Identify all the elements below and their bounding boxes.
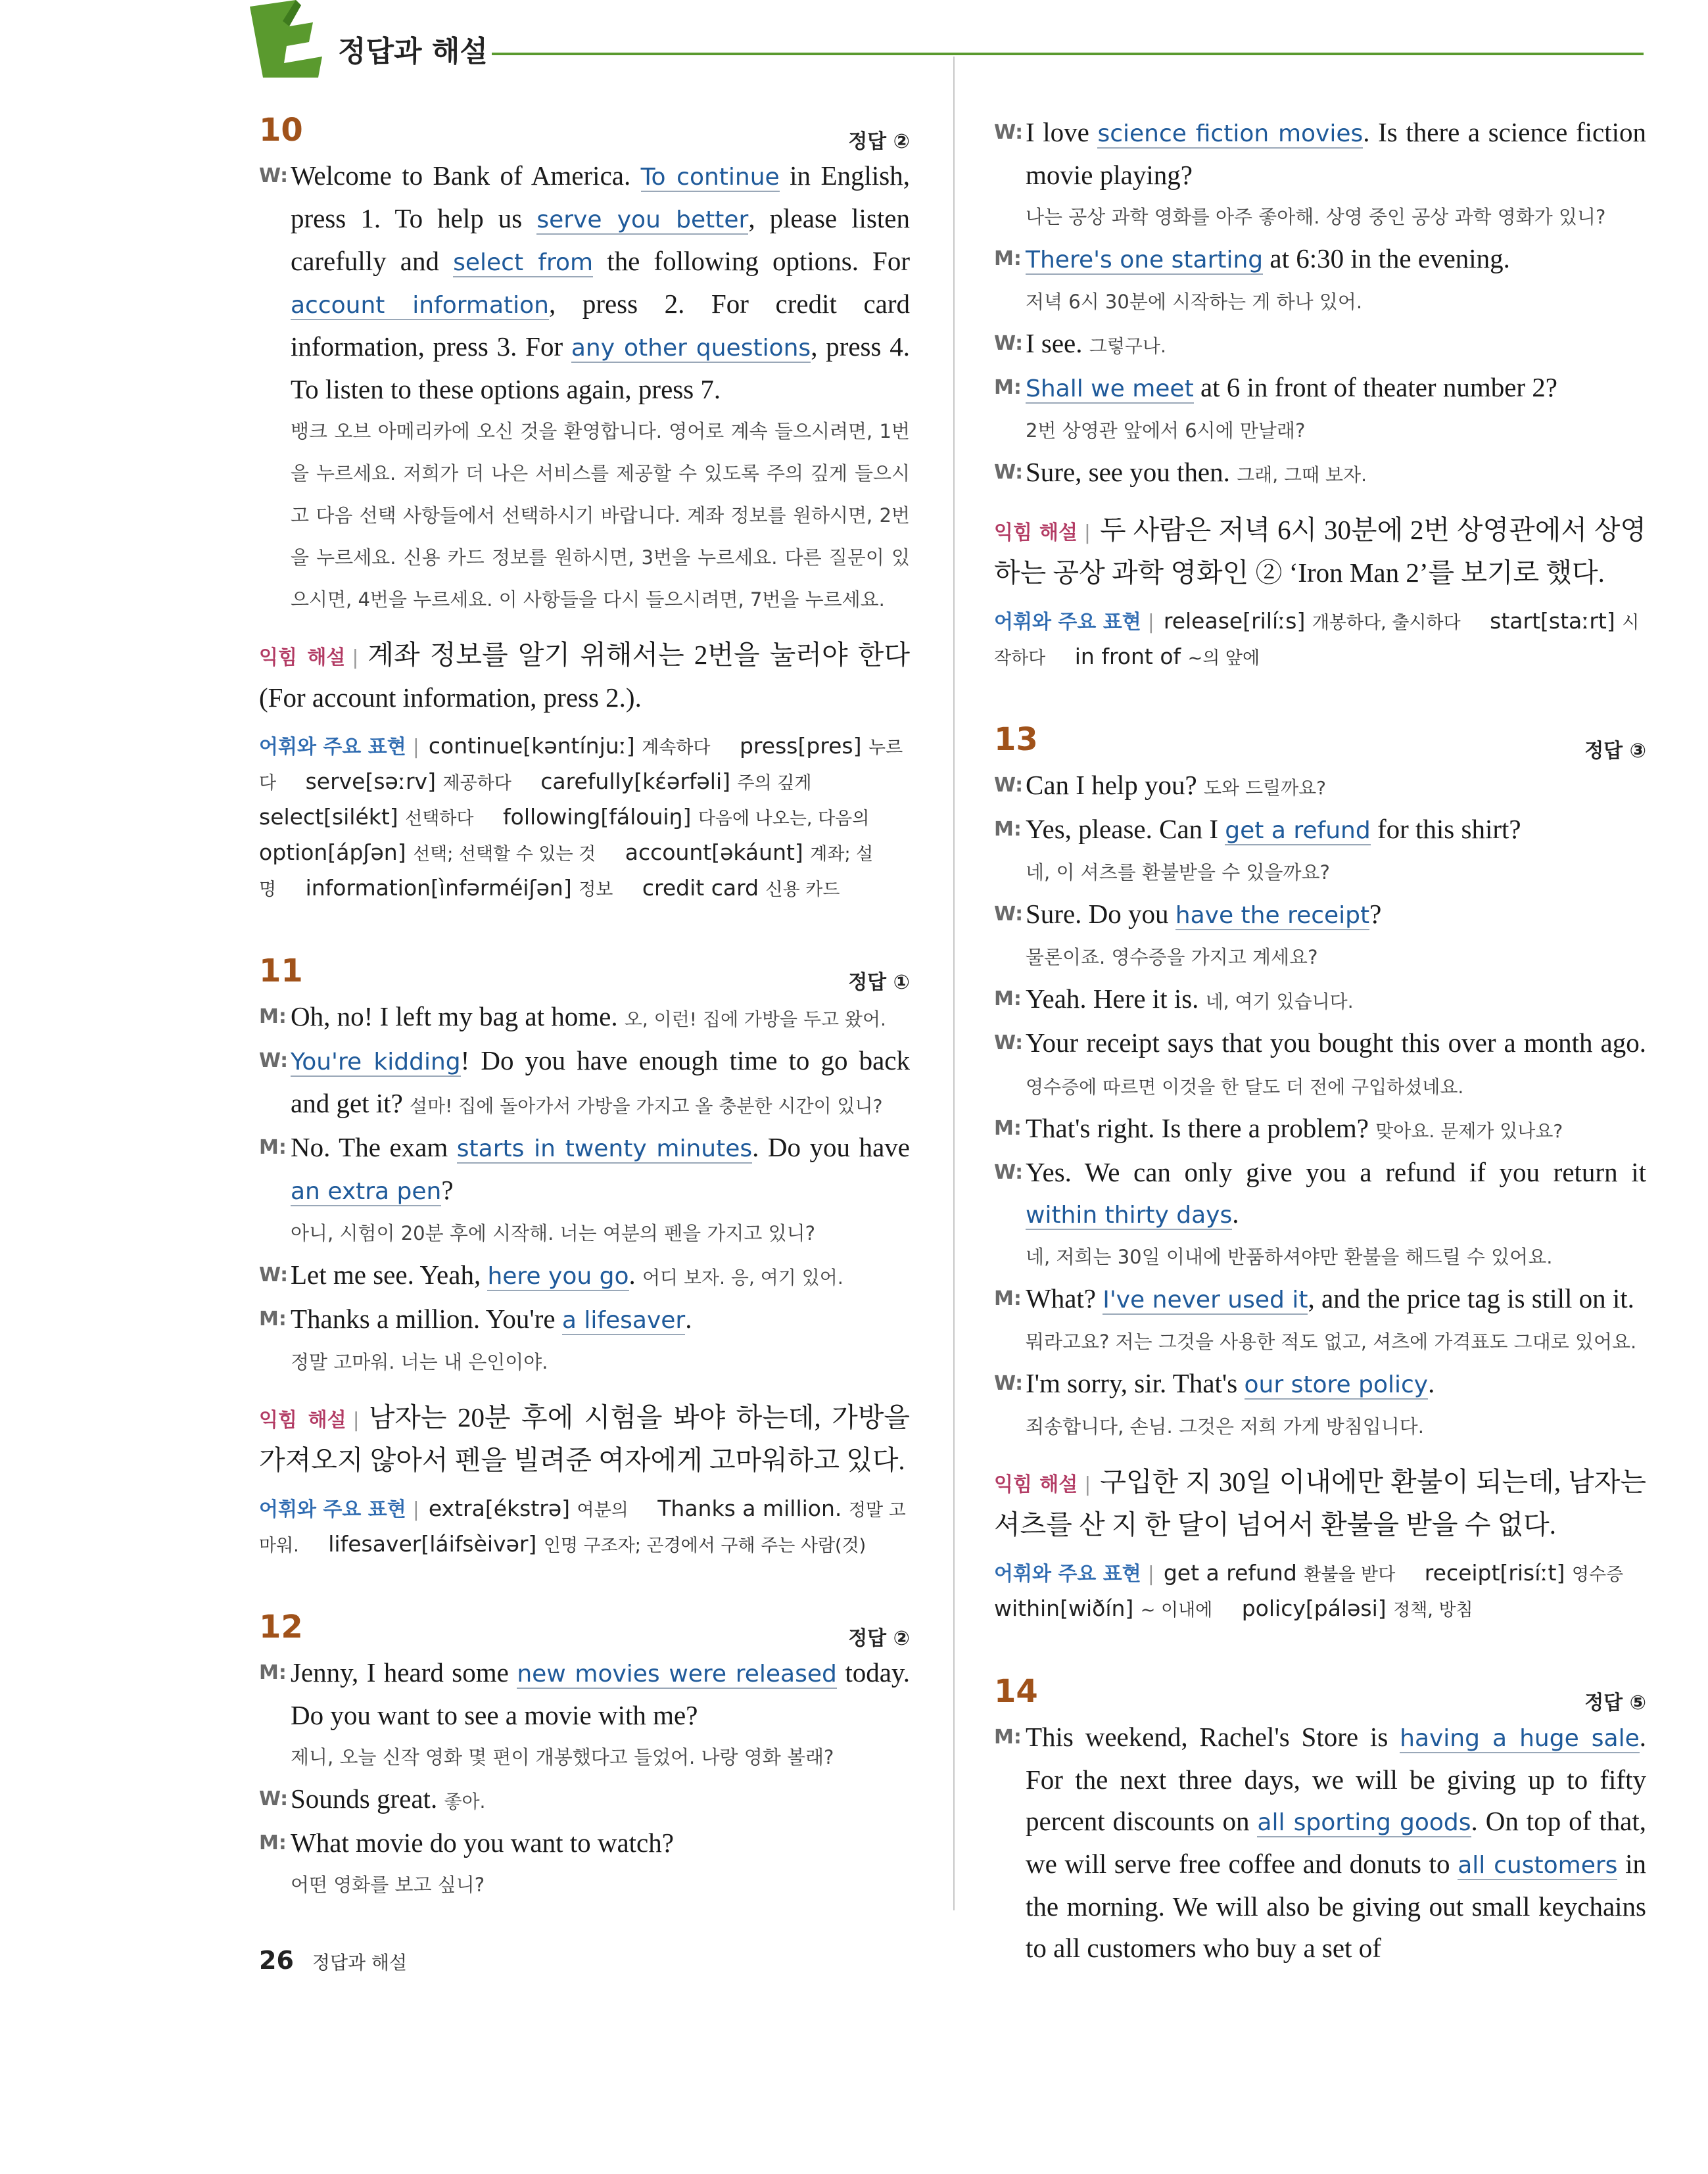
- question-section: [994, 112, 1646, 675]
- dictation-blank: select from: [453, 249, 594, 276]
- dialogue-line: [994, 978, 1646, 1022]
- inline-translation: 오, 이런! 집에 가방을 두고 왔어.: [624, 1008, 886, 1030]
- speaker-label: M:: [994, 1726, 1022, 1749]
- dictation-blank: You're kidding: [291, 1049, 461, 1075]
- inline-translation: 도와 드릴까요?: [1203, 777, 1327, 799]
- vocab-meaning: 제공하다: [442, 773, 511, 793]
- speaker-label: W:: [994, 332, 1024, 355]
- vocab-item: [540, 768, 811, 794]
- question-section: [259, 953, 910, 1563]
- vocab-item: [328, 1531, 866, 1557]
- script-text: Your receipt says that you bought this over a month ago.: [1026, 1028, 1646, 1058]
- script-text: Welcome to Bank of America.: [291, 160, 641, 191]
- question-number: 10: [259, 112, 303, 149]
- translation: 2번 상영관 앞에서 6시에 만날래?: [1026, 419, 1306, 442]
- explanation-text: 계좌 정보를 알기 위해서는 2번을 눌러야 한다(For account information, press 2.).: [259, 640, 910, 713]
- script-text: Can I help you?: [1026, 770, 1204, 800]
- script-text: Thanks a million. You're: [291, 1304, 562, 1334]
- translation: 저녁 6시 30분에 시작하는 게 하나 있어.: [1026, 291, 1363, 313]
- script-text: . On top of that, we will serve free coffee and donuts to: [1026, 1806, 1647, 1879]
- separator: |: [1084, 1473, 1091, 1496]
- dictation-blank: There's one starting: [1026, 247, 1264, 273]
- script-text: at 6 in front of theater number 2?: [1193, 372, 1558, 402]
- vocab-meaning: 여분의: [577, 1500, 629, 1521]
- explanation: [259, 635, 910, 717]
- vocab-meaning: 정말 고마워.: [259, 1500, 906, 1556]
- speaker-label: W:: [994, 1161, 1024, 1184]
- inline-translation: 맞아요. 문제가 있나요?: [1375, 1120, 1563, 1142]
- answer-label: 정답 ⑤: [1584, 1691, 1646, 1714]
- vocab-item: [1425, 1560, 1623, 1586]
- dictation-blank: have the receipt: [1175, 902, 1370, 929]
- vocab-meaning: ~ 이내에: [1140, 1600, 1213, 1620]
- vocab-word: release[rilíːs]: [1163, 608, 1306, 634]
- dictation-blank: account information: [291, 292, 549, 319]
- dictation-blank: having a huge sale: [1400, 1725, 1640, 1752]
- vocab-meaning: 선택; 선택할 수 있는 것: [413, 844, 596, 864]
- question-section: [259, 112, 910, 907]
- vocab-meaning: ~의 앞에: [1187, 648, 1260, 669]
- inline-translation: 그래, 그때 보자.: [1237, 464, 1367, 486]
- vocab-word: policy[páləsi]: [1241, 1595, 1387, 1621]
- script-text: today. Do you want to see a movie with me?: [291, 1657, 910, 1730]
- dialogue-line: [994, 452, 1646, 496]
- vocab-meaning: 누르다: [259, 738, 903, 793]
- speaker-label: M:: [994, 818, 1022, 841]
- translation: 아니, 시험이 20분 후에 시작해. 너는 여분의 펜을 가지고 있니?: [291, 1222, 816, 1244]
- script-text: What?: [1026, 1283, 1103, 1313]
- script-text: What movie do you want to watch?: [291, 1828, 674, 1858]
- translation: 어떤 영화를 보고 싶니?: [291, 1874, 485, 1896]
- vocab-item: [1242, 1595, 1473, 1621]
- dialogue-line: [994, 323, 1646, 367]
- script-text: in English, press 1. To help us: [291, 160, 910, 233]
- dictation-blank: To continue: [640, 164, 780, 191]
- section-spacer: [259, 1563, 910, 1609]
- vocab-meaning: 인명 구조자; 곤경에서 구해 주는 사람(것): [543, 1536, 866, 1556]
- vocab-item: [259, 804, 474, 830]
- vocab-meaning: 계좌; 설명: [259, 844, 874, 900]
- speaker-label: W:: [994, 1031, 1024, 1054]
- translation: 정말 고마워. 너는 내 은인이야.: [291, 1351, 548, 1373]
- vocab-item: [503, 804, 869, 830]
- speaker-label: M:: [994, 1117, 1022, 1140]
- vocab-label: 어휘와 주요 표현: [994, 611, 1141, 634]
- speaker-label: W:: [259, 1264, 289, 1287]
- script-text: This weekend, Rachel's Store is: [1026, 1722, 1400, 1752]
- dialogue-line: [994, 893, 1646, 936]
- page-footer: [259, 1946, 407, 1975]
- vocab-word: information[ìnfərméiʃən]: [305, 875, 572, 901]
- vocab-item: [306, 768, 511, 794]
- inline-translation: 설마! 집에 돌아가서 가방을 가지고 올 충분한 시간이 있니?: [410, 1095, 883, 1117]
- vocab-block: [259, 729, 910, 907]
- dialogue-line: [994, 1716, 1646, 1969]
- right-column: [994, 112, 1646, 1969]
- dictation-blank: science fiction movies: [1097, 120, 1364, 147]
- script-text: .: [1428, 1368, 1435, 1398]
- vocab-label: 어휘와 주요 표현: [259, 1498, 406, 1521]
- dialogue-line: [259, 1298, 910, 1341]
- answer-label: 정답 ②: [848, 130, 910, 153]
- vocab-item: [429, 733, 711, 759]
- inline-translation: 좋아.: [444, 1791, 486, 1812]
- speaker-label: W:: [994, 461, 1024, 484]
- dialogue-line: [994, 112, 1646, 196]
- speaker-label: M:: [259, 1831, 287, 1855]
- speaker-label: W:: [259, 1049, 289, 1072]
- speaker-label: M:: [994, 376, 1022, 399]
- section-header: [259, 112, 910, 155]
- script-text: , please listen carefully and: [291, 203, 910, 276]
- vocab-word: within[wiðín]: [994, 1595, 1134, 1621]
- speaker-label: W:: [994, 121, 1024, 144]
- script-text: in the morning. We will also be giving out small keychains to all customers who buy a set of: [1026, 1849, 1646, 1963]
- page-header-title: 정답과 해설: [338, 35, 488, 68]
- separator: |: [1147, 611, 1154, 634]
- vocab-word: serve[səːrv]: [305, 768, 436, 794]
- dictation-blank: a lifesaver: [561, 1307, 686, 1334]
- script-text: . Do you have: [752, 1132, 910, 1162]
- script-text: ?: [1369, 899, 1382, 929]
- vocab-word: carefully[kέərfəli]: [540, 768, 731, 794]
- script-text: the following options. For: [593, 246, 911, 276]
- vocab-item: [306, 875, 613, 901]
- vocab-meaning: 개봉하다, 출시하다: [1312, 613, 1461, 633]
- question-number: 14: [994, 1673, 1038, 1710]
- answer-label: 정답 ②: [848, 1627, 910, 1650]
- explanation-text: 남자는 20분 후에 시험을 봐야 하는데, 가방을 가져오지 않아서 펜을 빌려준 여자에게 고마워하고 있다.: [259, 1402, 910, 1475]
- dictation-blank: Shall we meet: [1026, 375, 1194, 402]
- column-divider: [953, 57, 955, 1910]
- question-number: 11: [259, 953, 303, 989]
- header-rule: [492, 53, 1644, 55]
- separator: |: [412, 736, 419, 759]
- question-number: 13: [994, 721, 1038, 758]
- vocab-word: extra[ékstrə]: [428, 1496, 571, 1521]
- vocab-word: continue[kəntínjuː]: [428, 733, 635, 759]
- dialogue-line: [259, 1127, 910, 1212]
- dialogue-line: [259, 1652, 910, 1736]
- dictation-blank: starts in twenty minutes: [456, 1135, 753, 1162]
- explanation: [994, 510, 1646, 592]
- vocab-item: [429, 1496, 629, 1521]
- vocab-block: [994, 604, 1646, 675]
- explanation-label: 익힘 해설: [259, 646, 346, 669]
- speaker-label: W:: [994, 1372, 1024, 1395]
- speaker-label: W:: [994, 903, 1024, 926]
- page-number: 26: [259, 1946, 294, 1975]
- vocab-word: start[staːrt]: [1490, 608, 1615, 634]
- script-text: Yeah. Here it is.: [1026, 983, 1206, 1014]
- translation: 죄송합니다, 손님. 그것은 저희 가게 방침입니다.: [1026, 1415, 1425, 1438]
- dialogue-line: [994, 1152, 1646, 1236]
- translation: 네, 저희는 30일 이내에 반품하셔야만 환불을 해드릴 수 있어요.: [1026, 1246, 1553, 1268]
- separator: |: [1083, 521, 1091, 544]
- vocab-meaning: 다음에 나오는, 다음의: [698, 809, 870, 829]
- translation: 네, 이 셔츠를 환불받을 수 있을까요?: [1026, 861, 1330, 884]
- speaker-label: M:: [259, 1308, 287, 1331]
- vocab-word: select[silékt]: [259, 804, 398, 830]
- separator: |: [352, 1409, 360, 1432]
- chapter-logo: [250, 0, 329, 79]
- inline-translation: 네, 여기 있습니다.: [1205, 991, 1354, 1012]
- vocab-meaning: 환불을 받다: [1304, 1565, 1396, 1585]
- vocab-item: [994, 1595, 1212, 1621]
- vocab-label: 어휘와 주요 표현: [994, 1563, 1141, 1586]
- speaker-label: W:: [259, 164, 289, 187]
- section-header: [994, 1673, 1646, 1716]
- vocab-item: [642, 875, 840, 901]
- speaker-label: M:: [259, 1005, 287, 1028]
- dialogue-line: [259, 996, 910, 1040]
- vocab-block: [259, 1492, 910, 1563]
- question-number: 12: [259, 1609, 303, 1645]
- translation: 뱅크 오브 아메리카에 오신 것을 환영합니다. 영어로 계속 들으시려면, 1번을 누르세요. 저희가 더 나은 서비스를 제공할 수 있도록 주의 깊게 들으시고 다음 선택 사항들에서 선택하시기 바랍니다. 계좌 정보를 원하시면, 2번을 누르세요. 신용 카드 정보를 원하시면, 3번을 누르세요. 다른 질문이 있으시면, 4번을 누르세요. 이 사항들을 다시 들으시려면, 7번을 누르세요.: [291, 420, 910, 611]
- script-text: Jenny, I heard some: [291, 1657, 517, 1688]
- dictation-blank: serve you better: [536, 206, 749, 233]
- script-text: , press 2. For credit card information, press 3. For: [291, 289, 910, 362]
- answer-label: 정답 ①: [848, 971, 910, 994]
- vocab-meaning: 영수증: [1571, 1565, 1624, 1585]
- question-section: [259, 1609, 910, 1906]
- section-header: [259, 1609, 910, 1652]
- vocab-word: option[ápʃən]: [259, 839, 406, 865]
- script-text: .: [1232, 1198, 1239, 1229]
- speaker-label: M:: [994, 987, 1022, 1010]
- dialogue-line: [994, 1022, 1646, 1108]
- vocab-label: 어휘와 주요 표현: [259, 736, 406, 759]
- vocab-meaning: 계속하다: [642, 738, 711, 758]
- script-text: Oh, no! I left my bag at home.: [291, 1001, 625, 1031]
- script-text: That's right. Is there a problem?: [1026, 1113, 1376, 1143]
- dialogue-line: [994, 367, 1646, 410]
- dialogue-line: [259, 1822, 910, 1864]
- script-text: .: [629, 1260, 642, 1290]
- explanation-text: 구입한 지 30일 이내에만 환불이 되는데, 남자는 셔츠를 산 지 한 달이 넘어서 환불을 받을 수 없다.: [994, 1467, 1646, 1540]
- explanation: [259, 1398, 910, 1480]
- dictation-blank: within thirty days: [1026, 1202, 1233, 1229]
- dictation-blank: new movies were released: [517, 1661, 837, 1688]
- script-text: ! Do you have enough time to go back and get it?: [291, 1045, 911, 1118]
- translation: 제니, 오늘 신작 영화 몇 편이 개봉했다고 들었어. 나랑 영화 볼래?: [291, 1746, 834, 1768]
- vocab-block: [994, 1556, 1646, 1627]
- separator: |: [1147, 1563, 1154, 1586]
- script-text: . For the next three days, we will be giving up to fifty percent discounts on: [1026, 1722, 1646, 1836]
- script-text: , press 4. To listen to these options again, press 7.: [291, 331, 910, 404]
- speaker-label: M:: [994, 1287, 1022, 1310]
- explanation-label: 익힘 해설: [994, 521, 1078, 544]
- vocab-word: account[əkáunt]: [625, 839, 803, 865]
- vocab-meaning: 시작하다: [994, 613, 1640, 669]
- speaker-label: W:: [259, 1787, 289, 1810]
- script-text: , and the price tag is still on it.: [1308, 1283, 1634, 1313]
- dialogue-line: [994, 1278, 1646, 1321]
- vocab-word: receipt[risíːt]: [1424, 1560, 1565, 1586]
- speaker-label: M:: [259, 1136, 287, 1159]
- vocab-item: [259, 839, 596, 865]
- separator: |: [352, 646, 359, 669]
- dialogue-line: [994, 1108, 1646, 1152]
- dictation-blank: our store policy: [1244, 1371, 1429, 1398]
- dialogue-line: [994, 765, 1646, 809]
- section-spacer: [994, 1627, 1646, 1673]
- dialogue-line: [994, 238, 1646, 281]
- vocab-meaning: 정책, 방침: [1393, 1600, 1473, 1620]
- script-text: Yes. We can only give you a refund if you return it: [1026, 1157, 1646, 1187]
- dialogue-line: [259, 1254, 910, 1298]
- vocab-word: lifesaver[láifsèivər]: [328, 1531, 537, 1557]
- explanation: [994, 1462, 1646, 1544]
- script-text: I love: [1026, 117, 1098, 147]
- dialogue-line: [259, 155, 910, 410]
- dialogue-line: [994, 1363, 1646, 1406]
- translation: 물론이죠. 영수증을 가지고 계세요?: [1026, 946, 1318, 968]
- vocab-meaning: 주의 깊게: [737, 773, 812, 793]
- dictation-blank: all sporting goods: [1257, 1809, 1471, 1836]
- script-text: for this shirt?: [1370, 814, 1521, 844]
- vocab-item: [1164, 1560, 1395, 1586]
- script-text: at 6:30 in the evening.: [1263, 243, 1510, 273]
- script-text: Sounds great.: [291, 1784, 444, 1814]
- section-spacer: [994, 675, 1646, 721]
- dialogue-line: [259, 1778, 910, 1822]
- script-text: .: [685, 1304, 692, 1334]
- question-section: [994, 721, 1646, 1627]
- script-text: I see.: [1026, 328, 1089, 358]
- speaker-label: M:: [259, 1661, 287, 1684]
- translation: 나는 공상 과학 영화를 아주 좋아해. 상영 중인 공상 과학 영화가 있니?: [1026, 206, 1606, 228]
- footer-label: 정답과 해설: [312, 1952, 408, 1973]
- vocab-word: get a refund: [1163, 1560, 1297, 1586]
- script-text: Yes, please. Can I: [1026, 814, 1225, 844]
- dictation-blank: any other questions: [571, 335, 811, 362]
- dictation-blank: an extra pen: [291, 1178, 442, 1205]
- dictation-blank: get a refund: [1225, 817, 1371, 844]
- vocab-word: following[fálouiŋ]: [503, 804, 692, 830]
- vocab-meaning: 선택하다: [405, 809, 474, 829]
- speaker-label: M:: [994, 247, 1022, 270]
- translation: 뭐라고요? 저는 그것을 사용한 적도 없고, 셔츠에 가격표도 그대로 있어요.: [1026, 1331, 1637, 1353]
- script-text: I'm sorry, sir. That's: [1026, 1368, 1245, 1398]
- vocab-item: [1164, 608, 1461, 634]
- vocab-word: credit card: [642, 875, 759, 901]
- inline-translation: 영수증에 따르면 이것을 한 달도 더 전에 구입하셨네요.: [1026, 1076, 1464, 1098]
- answer-label: 정답 ③: [1584, 740, 1646, 763]
- explanation-text: 두 사람은 저녁 6시 30분에 2번 상영관에서 상영하는 공상 과학 영화인 ② ‘Iron Man 2’를 보기로 했다.: [994, 515, 1646, 588]
- vocab-meaning: 정보: [579, 880, 613, 900]
- separator: |: [412, 1498, 419, 1521]
- dialogue-line: [259, 1040, 910, 1127]
- section-header: [994, 721, 1646, 765]
- section-spacer: [259, 907, 910, 953]
- dictation-blank: all customers: [1458, 1852, 1618, 1879]
- script-text: Sure. Do you: [1026, 899, 1175, 929]
- explanation-label: 익힘 해설: [259, 1409, 346, 1432]
- script-text: Let me see. Yeah,: [291, 1260, 488, 1290]
- left-column: [259, 112, 910, 1906]
- section-header: [259, 953, 910, 996]
- inline-translation: 어디 보자. 응, 여기 있어.: [642, 1267, 843, 1288]
- vocab-word: in front of: [1074, 644, 1181, 669]
- script-text: . Is there a science fiction movie playing?: [1026, 117, 1646, 190]
- vocab-meaning: 신용 카드: [765, 880, 840, 900]
- speaker-label: W:: [994, 774, 1024, 797]
- script-text: Sure, see you then.: [1026, 457, 1237, 487]
- inline-translation: 그렇구나.: [1089, 335, 1166, 357]
- vocab-item: [1075, 644, 1260, 669]
- vocab-word: press[pres]: [739, 733, 862, 759]
- question-section: [994, 1673, 1646, 1969]
- dictation-blank: here you go: [487, 1263, 629, 1290]
- script-text: No. The exam: [291, 1132, 457, 1162]
- dictation-blank: I've never used it: [1103, 1287, 1308, 1313]
- script-text: ?: [441, 1175, 454, 1205]
- explanation-label: 익힘 해설: [994, 1473, 1078, 1496]
- vocab-word: Thanks a million.: [657, 1496, 842, 1521]
- dialogue-line: [994, 809, 1646, 851]
